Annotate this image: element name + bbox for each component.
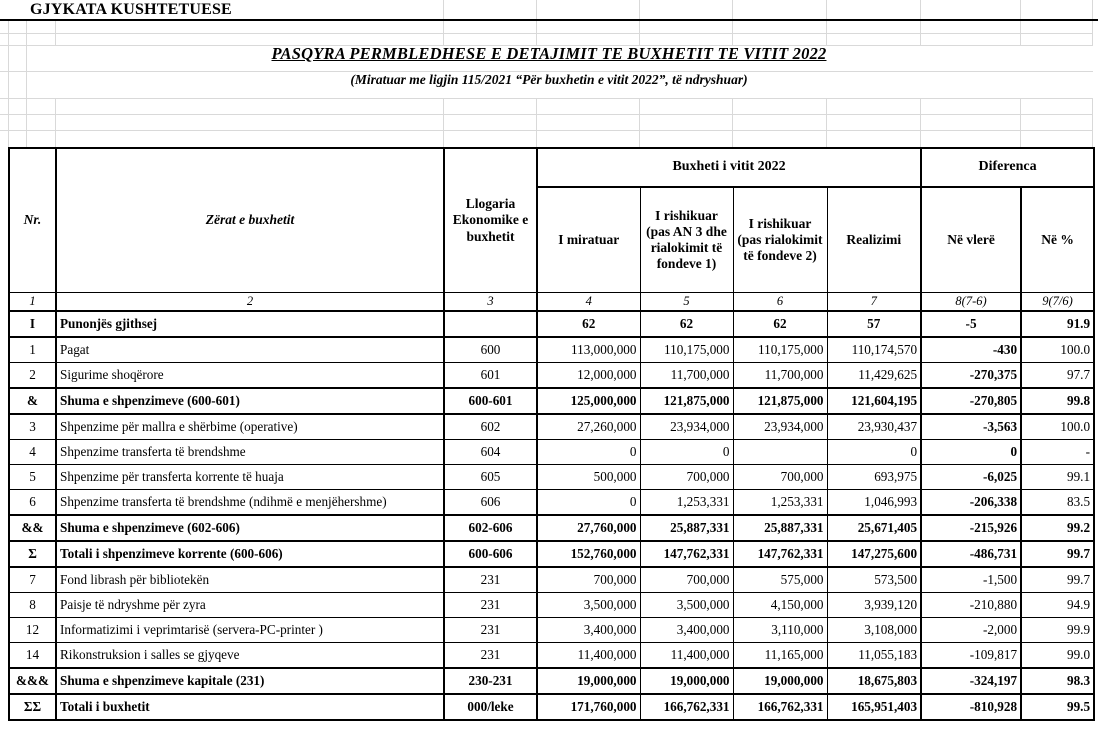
row-label[interactable]: Shuma e shpenzimeve (600-601) <box>56 388 444 414</box>
report-subtitle: (Miratuar me ligjin 115/2021 “Për buxhetin e vitit 2022”, të ndryshuar) <box>350 72 748 87</box>
cell-rishikuar-1[interactable]: 23,934,000 <box>640 414 733 440</box>
report-title: PASQYRA PERMBLEDHESE E DETAJIMIT TE BUXHETIT TE VITIT 2022 <box>271 44 827 63</box>
cell-diff-pct[interactable]: 83.5 <box>1021 490 1094 516</box>
gridline <box>639 0 640 20</box>
row-account[interactable]: 231 <box>444 567 537 593</box>
table-row <box>9 668 1094 694</box>
row-label[interactable]: Shpenzime për transferta korrente të huaja <box>56 465 444 490</box>
table-row <box>9 440 1094 465</box>
row-account[interactable]: 604 <box>444 440 537 465</box>
cell-realizimi[interactable]: 25,671,405 <box>827 515 921 541</box>
cell-diff-pct[interactable]: 100.0 <box>1021 414 1094 440</box>
row-nr[interactable]: 3 <box>9 414 56 440</box>
gridline <box>920 0 921 20</box>
row-label[interactable]: Sigurime shoqërore <box>56 363 444 389</box>
table-row <box>9 694 1094 720</box>
gridline <box>732 98 733 147</box>
col-number[interactable]: 5 <box>640 293 733 312</box>
row-nr[interactable]: 7 <box>9 567 56 593</box>
cell-rishikuar-1[interactable]: 11,400,000 <box>640 643 733 669</box>
gridline <box>443 98 444 147</box>
cell-rishikuar-1[interactable]: 11,700,000 <box>640 363 733 389</box>
gridline <box>826 98 827 147</box>
row-nr[interactable]: 5 <box>9 465 56 490</box>
row-account[interactable]: 600 <box>444 337 537 363</box>
cell-rishikuar-1[interactable]: 700,000 <box>640 465 733 490</box>
gridline <box>1092 0 1093 20</box>
cell-rishikuar-2[interactable]: 62 <box>733 311 827 337</box>
cell-rishikuar-2[interactable]: 11,165,000 <box>733 643 827 669</box>
cell-diff-pct[interactable]: - <box>1021 440 1094 465</box>
col-number[interactable]: 1 <box>9 293 56 312</box>
cell-rishikuar-1[interactable]: 147,762,331 <box>640 541 733 567</box>
cell-miratuar[interactable]: 0 <box>537 490 640 516</box>
row-account[interactable]: 601 <box>444 363 537 389</box>
table-row <box>9 363 1094 389</box>
gridline <box>26 98 27 147</box>
cell-diff-vlere[interactable]: -324,197 <box>921 668 1021 694</box>
cell-rishikuar-2[interactable]: 11,700,000 <box>733 363 827 389</box>
cell-realizimi[interactable]: 693,975 <box>827 465 921 490</box>
cell-rishikuar-1[interactable]: 62 <box>640 311 733 337</box>
gridline <box>443 0 444 20</box>
cell-diff-vlere[interactable]: -270,805 <box>921 388 1021 414</box>
cell-miratuar[interactable]: 11,400,000 <box>537 643 640 669</box>
cell-rishikuar-1[interactable]: 700,000 <box>640 567 733 593</box>
cell-diff-vlere[interactable]: -430 <box>921 337 1021 363</box>
row-label[interactable]: Rikonstruksion i salles se gjyqeve <box>56 643 444 669</box>
table-row <box>9 515 1094 541</box>
row-account[interactable]: 000/leke <box>444 694 537 720</box>
cell-diff-vlere[interactable]: -6,025 <box>921 465 1021 490</box>
table-row <box>9 643 1094 669</box>
col-number[interactable]: 6 <box>733 293 827 312</box>
row-nr[interactable]: I <box>9 311 56 337</box>
col-header-realizimi[interactable]: Realizimi <box>827 187 921 293</box>
cell-miratuar[interactable]: 171,760,000 <box>537 694 640 720</box>
group-header-buxheti[interactable]: Buxheti i vitit 2022 <box>537 148 921 187</box>
col-header-llogaria[interactable]: Llogaria Ekonomike e buxhetit <box>444 148 537 293</box>
cell-diff-pct[interactable]: 98.3 <box>1021 668 1094 694</box>
row-account[interactable]: 231 <box>444 618 537 643</box>
cell-miratuar[interactable]: 152,760,000 <box>537 541 640 567</box>
cell-rishikuar-1[interactable]: 166,762,331 <box>640 694 733 720</box>
cell-realizimi[interactable]: 11,429,625 <box>827 363 921 389</box>
cell-realizimi[interactable]: 3,108,000 <box>827 618 921 643</box>
cell-diff-pct[interactable]: 99.1 <box>1021 465 1094 490</box>
table-row <box>9 311 1094 337</box>
row-label[interactable]: Paisje të ndryshme për zyra <box>56 593 444 618</box>
cell-realizimi[interactable]: 57 <box>827 311 921 337</box>
row-nr[interactable]: & <box>9 388 56 414</box>
cell-miratuar[interactable]: 12,000,000 <box>537 363 640 389</box>
table-row <box>9 618 1094 643</box>
cell-diff-pct[interactable]: 99.0 <box>1021 643 1094 669</box>
gridline <box>0 33 1093 34</box>
col-header-zerat[interactable]: Zërat e buxhetit <box>56 148 444 293</box>
gridline <box>920 98 921 147</box>
row-label[interactable]: Shpenzime për mallra e shërbime (operative) <box>56 414 444 440</box>
cell-realizimi[interactable]: 3,939,120 <box>827 593 921 618</box>
cell-diff-vlere[interactable]: -215,926 <box>921 515 1021 541</box>
cell-diff-pct[interactable]: 94.9 <box>1021 593 1094 618</box>
cell-diff-pct[interactable]: 99.5 <box>1021 694 1094 720</box>
cell-realizimi[interactable]: 121,604,195 <box>827 388 921 414</box>
cell-realizimi[interactable]: 23,930,437 <box>827 414 921 440</box>
row-label[interactable]: Totali i buxhetit <box>56 694 444 720</box>
gridline <box>0 130 1093 131</box>
cell-miratuar[interactable]: 0 <box>537 440 640 465</box>
col-number[interactable]: 7 <box>827 293 921 312</box>
table-row <box>9 567 1094 593</box>
cell-diff-vlere[interactable]: -5 <box>921 311 1021 337</box>
cell-miratuar[interactable]: 27,260,000 <box>537 414 640 440</box>
table-row <box>9 490 1094 516</box>
cell-rishikuar-2[interactable]: 121,875,000 <box>733 388 827 414</box>
cell-diff-vlere[interactable]: -109,817 <box>921 643 1021 669</box>
cell-realizimi[interactable]: 11,055,183 <box>827 643 921 669</box>
col-header-miratuar[interactable]: I miratuar <box>537 187 640 293</box>
row-label[interactable]: Shpenzime transferta të brendshme (ndihmë e menjëhershme) <box>56 490 444 516</box>
cell-miratuar[interactable]: 500,000 <box>537 465 640 490</box>
cell-rishikuar-2[interactable]: 4,150,000 <box>733 593 827 618</box>
col-number[interactable]: 8(7-6) <box>921 293 1021 312</box>
cell-rishikuar-2[interactable]: 147,762,331 <box>733 541 827 567</box>
cell-rishikuar-1[interactable]: 19,000,000 <box>640 668 733 694</box>
gridline <box>0 114 1093 115</box>
row-nr[interactable]: 2 <box>9 363 56 389</box>
cell-rishikuar-2[interactable]: 23,934,000 <box>733 414 827 440</box>
col-number[interactable]: 2 <box>56 293 444 312</box>
cell-rishikuar-2[interactable]: 700,000 <box>733 465 827 490</box>
row-nr[interactable]: 12 <box>9 618 56 643</box>
row-account[interactable]: 231 <box>444 593 537 618</box>
table-row <box>9 337 1094 363</box>
cell-miratuar[interactable]: 27,760,000 <box>537 515 640 541</box>
table-row <box>9 593 1094 618</box>
cell-realizimi[interactable]: 18,675,803 <box>827 668 921 694</box>
cell-diff-vlere[interactable]: -2,000 <box>921 618 1021 643</box>
gridline <box>55 98 56 147</box>
cell-miratuar[interactable]: 3,500,000 <box>537 593 640 618</box>
gridline <box>0 98 1093 99</box>
row-account[interactable]: 600-601 <box>444 388 537 414</box>
row-account[interactable]: 600-606 <box>444 541 537 567</box>
row-label[interactable]: Informatizimi i veprimtarisë (servera-PC-printer ) <box>56 618 444 643</box>
col-header-rishikuar-2[interactable]: I rishikuar (pas rialokimit të fondeve 2) <box>733 187 827 293</box>
cell-rishikuar-2[interactable]: 1,253,331 <box>733 490 827 516</box>
cell-rishikuar-2[interactable] <box>733 440 827 465</box>
row-nr[interactable]: 4 <box>9 440 56 465</box>
col-header-ne-pct[interactable]: Në % <box>1021 187 1094 293</box>
cell-rishikuar-1[interactable]: 25,887,331 <box>640 515 733 541</box>
cell-miratuar[interactable]: 113,000,000 <box>537 337 640 363</box>
row-label[interactable]: Shpenzime transferta të brendshme <box>56 440 444 465</box>
row-nr[interactable]: ΣΣ <box>9 694 56 720</box>
cell-rishikuar-1[interactable]: 3,400,000 <box>640 618 733 643</box>
row-nr[interactable]: 6 <box>9 490 56 516</box>
col-header-rishikuar-1[interactable]: I rishikuar (pas AN 3 dhe rialokimit të fondeve 1) <box>640 187 733 293</box>
cell-diff-vlere[interactable]: -270,375 <box>921 363 1021 389</box>
gridline <box>1020 98 1021 147</box>
group-header-diferenca[interactable]: Diferenca <box>921 148 1094 187</box>
table-row <box>9 465 1094 490</box>
column-number-row <box>9 293 1094 312</box>
cell-realizimi[interactable]: 110,174,570 <box>827 337 921 363</box>
row-account[interactable]: 602 <box>444 414 537 440</box>
row-label[interactable]: Punonjës gjithsej <box>56 311 444 337</box>
cell-miratuar[interactable]: 62 <box>537 311 640 337</box>
col-number[interactable]: 4 <box>537 293 640 312</box>
cell-diff-vlere[interactable]: -3,563 <box>921 414 1021 440</box>
gridline <box>826 0 827 20</box>
table-group-header-row <box>9 148 1094 187</box>
row-label[interactable]: Fond librash për bibliotekën <box>56 567 444 593</box>
gridline <box>639 98 640 147</box>
cell-rishikuar-2[interactable]: 19,000,000 <box>733 668 827 694</box>
gridline <box>732 0 733 20</box>
header-divider-line <box>0 19 1098 21</box>
cell-diff-pct[interactable]: 100.0 <box>1021 337 1094 363</box>
row-account[interactable]: 605 <box>444 465 537 490</box>
gridline <box>1092 98 1093 147</box>
cell-rishikuar-1[interactable]: 110,175,000 <box>640 337 733 363</box>
cell-realizimi[interactable]: 573,500 <box>827 567 921 593</box>
row-label[interactable]: Totali i shpenzimeve korrente (600-606) <box>56 541 444 567</box>
row-nr[interactable]: 1 <box>9 337 56 363</box>
table-row <box>9 388 1094 414</box>
gridline <box>8 98 9 147</box>
cell-rishikuar-1[interactable]: 0 <box>640 440 733 465</box>
cell-miratuar[interactable]: 3,400,000 <box>537 618 640 643</box>
cell-diff-vlere[interactable]: -1,500 <box>921 567 1021 593</box>
cell-diff-pct[interactable]: 99.2 <box>1021 515 1094 541</box>
row-nr[interactable]: &&& <box>9 668 56 694</box>
cell-diff-vlere[interactable]: -206,338 <box>921 490 1021 516</box>
cell-diff-pct[interactable]: 99.7 <box>1021 567 1094 593</box>
cell-rishikuar-2[interactable]: 110,175,000 <box>733 337 827 363</box>
cell-rishikuar-2[interactable]: 575,000 <box>733 567 827 593</box>
cell-diff-vlere[interactable]: 0 <box>921 440 1021 465</box>
cell-diff-vlere[interactable]: -486,731 <box>921 541 1021 567</box>
cell-realizimi[interactable]: 1,046,993 <box>827 490 921 516</box>
row-nr[interactable]: Σ <box>9 541 56 567</box>
table-row <box>9 541 1094 567</box>
cell-rishikuar-1[interactable]: 1,253,331 <box>640 490 733 516</box>
row-account[interactable] <box>444 311 537 337</box>
col-number[interactable]: 9(7/6) <box>1021 293 1094 312</box>
cell-realizimi[interactable]: 147,275,600 <box>827 541 921 567</box>
row-label[interactable]: Shuma e shpenzimeve (602-606) <box>56 515 444 541</box>
col-header-ne-vlere[interactable]: Në vlerë <box>921 187 1021 293</box>
row-label[interactable]: Shuma e shpenzimeve kapitale (231) <box>56 668 444 694</box>
gridline <box>536 98 537 147</box>
cell-rishikuar-1[interactable]: 121,875,000 <box>640 388 733 414</box>
budget-table <box>8 147 1095 721</box>
cell-rishikuar-2[interactable]: 25,887,331 <box>733 515 827 541</box>
cell-rishikuar-2[interactable]: 3,110,000 <box>733 618 827 643</box>
table-row <box>9 414 1094 440</box>
col-header-nr[interactable]: Nr. <box>9 148 56 293</box>
cell-diff-pct[interactable]: 99.7 <box>1021 541 1094 567</box>
cell-diff-pct[interactable]: 91.9 <box>1021 311 1094 337</box>
cell-miratuar[interactable]: 125,000,000 <box>537 388 640 414</box>
cell-diff-vlere[interactable]: -810,928 <box>921 694 1021 720</box>
row-account[interactable]: 606 <box>444 490 537 516</box>
cell-diff-pct[interactable]: 97.7 <box>1021 363 1094 389</box>
cell-diff-pct[interactable]: 99.8 <box>1021 388 1094 414</box>
row-account[interactable]: 231 <box>444 643 537 669</box>
cell-rishikuar-1[interactable]: 3,500,000 <box>640 593 733 618</box>
cell-miratuar[interactable]: 700,000 <box>537 567 640 593</box>
row-account[interactable]: 230-231 <box>444 668 537 694</box>
row-account[interactable]: 602-606 <box>444 515 537 541</box>
cell-diff-vlere[interactable]: -210,880 <box>921 593 1021 618</box>
col-number[interactable]: 3 <box>444 293 537 312</box>
row-label[interactable]: Pagat <box>56 337 444 363</box>
cell-rishikuar-2[interactable]: 166,762,331 <box>733 694 827 720</box>
row-nr[interactable]: 14 <box>9 643 56 669</box>
gridline <box>536 0 537 20</box>
cell-diff-pct[interactable]: 99.9 <box>1021 618 1094 643</box>
row-nr[interactable]: && <box>9 515 56 541</box>
org-title: GJYKATA KUSHTETUESE <box>30 1 232 18</box>
cell-realizimi[interactable]: 165,951,403 <box>827 694 921 720</box>
gridline <box>1020 0 1021 20</box>
cell-realizimi[interactable]: 0 <box>827 440 921 465</box>
row-nr[interactable]: 8 <box>9 593 56 618</box>
cell-miratuar[interactable]: 19,000,000 <box>537 668 640 694</box>
